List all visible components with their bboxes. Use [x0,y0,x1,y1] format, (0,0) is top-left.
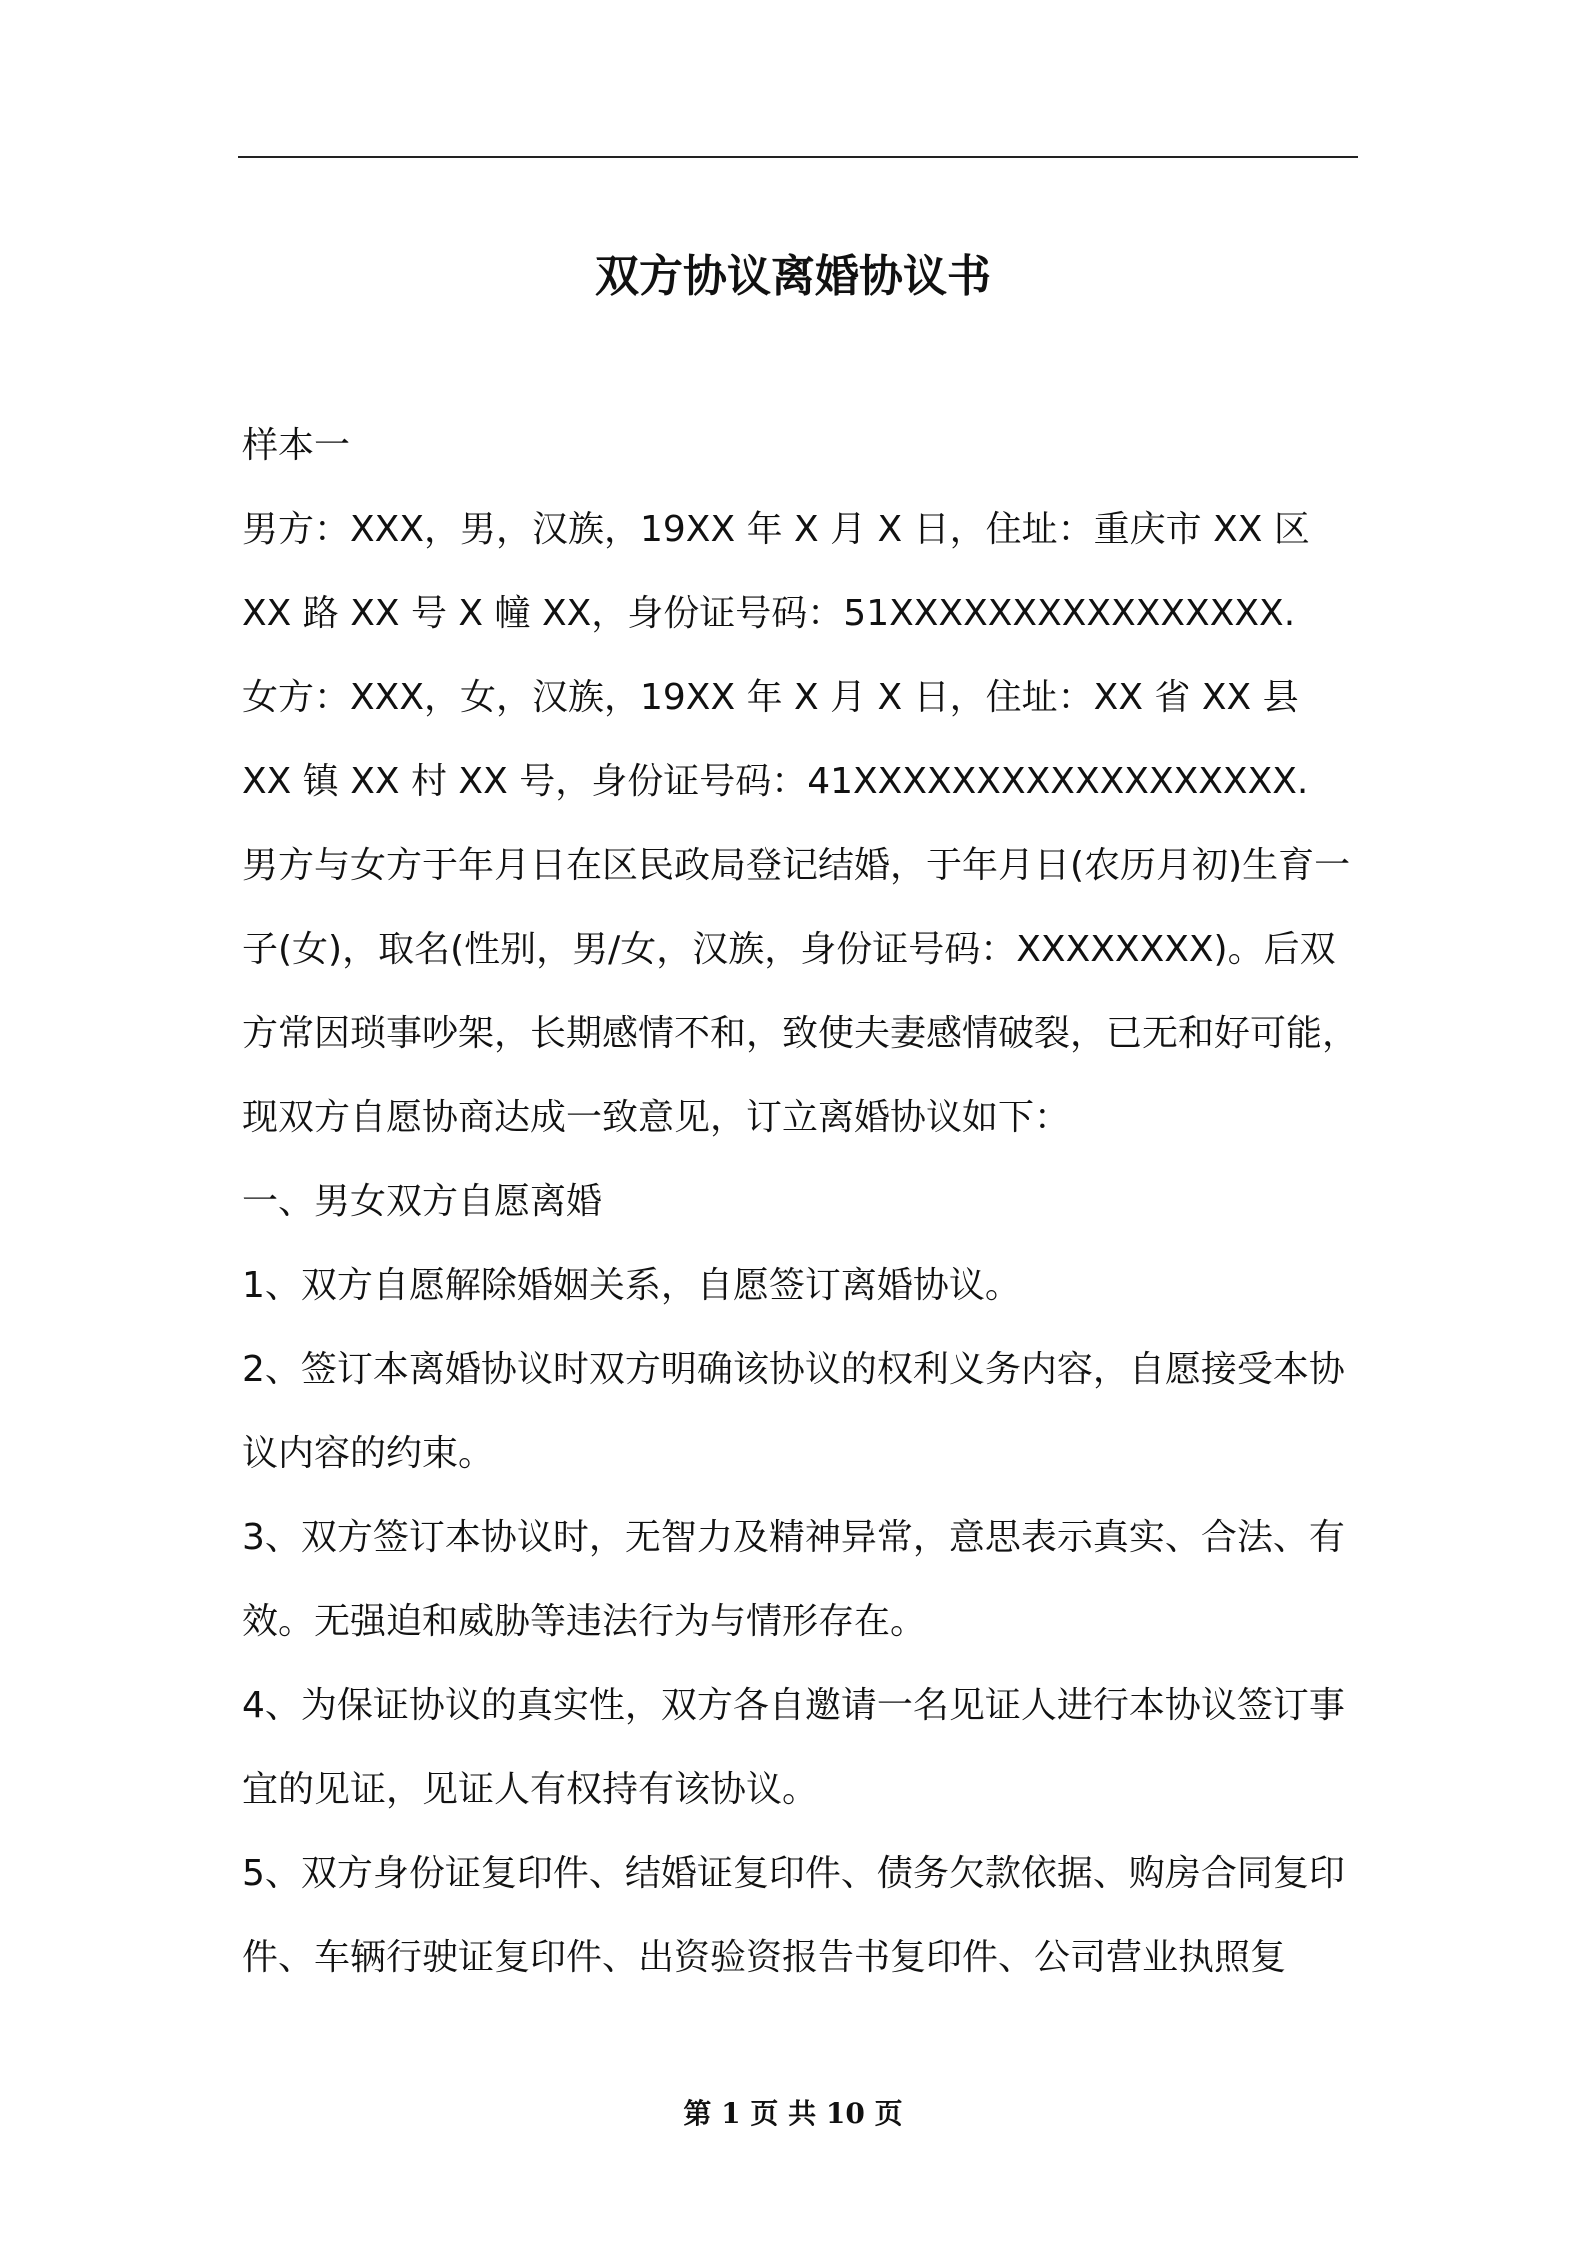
paragraph-background: 男方与女方于年月日在区民政局登记结婚，于年月日(农历月初)生育一子(女)，取名(性别，男/女，汉族，身份证号码：XXXXXXXX)。后双方常因琐事吵架，长期感情不和，致使夫妻感情破裂，已无和好可能，现双方自愿协商达成一致意见，订立离婚协议如下： [242,845,1359,1138]
clause-4: 4、为保证协议的真实性，双方各自邀请一名见证人进行本协议签订事宜的见证，见证人有权持有该协议。 [242,1685,1345,1810]
header-rule [238,156,1358,158]
clause-3: 3、双方签订本协议时，无智力及精神异常，意思表示真实、合法、有效。无强迫和威胁等违法行为与情形存在。 [242,1517,1345,1642]
clause-1: 1、双方自愿解除婚姻关系，自愿签订离婚协议。 [242,1265,1021,1306]
document-title: 双方协议离婚协议书 [595,251,991,303]
paragraph-sample-label: 样本一 [242,425,351,466]
clause-2: 2、签订本离婚协议时双方明确该协议的权利义务内容，自愿接受本协议内容的约束。 [242,1349,1345,1474]
document-body [242,404,1358,2000]
page-number-footer: 第 1 页 共 10 页 [683,2097,903,2130]
paragraph-male-party: 男方：XXX，男，汉族，19XX 年 X 月 X 日，住址：重庆市 XX 区 XX 路 XX 号 X 幢 XX，身份证号码：51XXXXXXXXXXXXXXXX. [242,509,1322,634]
clause-5: 5、双方身份证复印件、结婚证复印件、债务欠款依据、购房合同复印件、车辆行驶证复印件、出资验资报告书复印件、公司营业执照复 [242,1853,1345,1978]
section-heading-divorce: 一、男女双方自愿离婚 [242,1181,603,1222]
paragraph-female-party: 女方：XXX，女，汉族，19XX 年 X 月 X 日，住址：XX 省 XX 县 XX 镇 XX 村 XX 号，身份证号码：41XXXXXXXXXXXXXXXXXX. [242,677,1311,802]
